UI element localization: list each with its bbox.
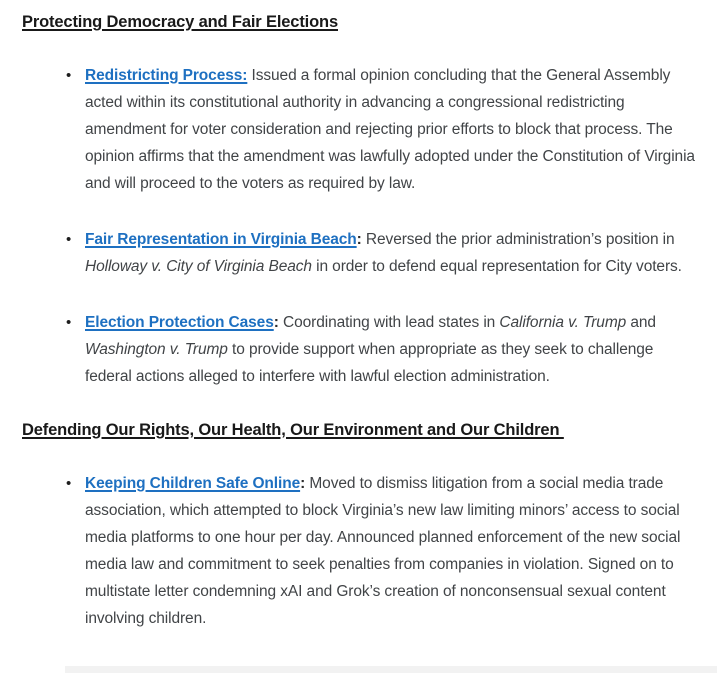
body-text: to provide support when appropriate as they seek to challenge federal actions alleged to interfere with lawful election administration. — [85, 341, 654, 385]
list-item — [85, 62, 702, 197]
body-text: Reversed the prior administration’s position in — [361, 231, 675, 248]
list-item — [85, 309, 702, 390]
body-text: in order to defend equal representation for City voters. — [311, 258, 682, 275]
item-text — [85, 226, 702, 280]
case-name-text: California v. Trump — [499, 314, 627, 331]
item-text — [85, 62, 702, 197]
section-heading: Defending Our Rights, Our Health, Our Environment and Our Children — [22, 421, 564, 439]
list-item — [85, 226, 702, 280]
list-item — [85, 470, 702, 632]
item-text — [85, 309, 702, 390]
item-link-separator: : — [300, 475, 306, 492]
item-text — [85, 470, 702, 632]
bullet-list — [22, 62, 702, 390]
item-link-separator: : — [273, 314, 279, 331]
bottom-strip — [65, 666, 717, 673]
case-name-text: Holloway v. City of Virginia Beach — [85, 258, 312, 275]
bullet-list — [22, 470, 702, 632]
item-link-separator: : — [356, 231, 362, 248]
body-text: Moved to dismiss litigation from a social media trade association, which attempted to block Virginia’s new law limiting minors’ access to social media platforms to one hour per day. Announced planned enforcement of the new social media law and commitment to seek penalties from companies in violation. Signed on to multistate letter condemning xAI and Grok’s creation of nonconsensual sexual content involving children. — [85, 475, 681, 627]
body-text: Coordinating with lead states in — [278, 314, 500, 331]
item-link[interactable]: Election Protection Cases — [85, 314, 274, 331]
section-heading: Protecting Democracy and Fair Elections — [22, 13, 338, 31]
item-link[interactable]: Fair Representation in Virginia Beach — [85, 231, 357, 248]
item-link[interactable]: Redistricting Process: — [85, 67, 248, 84]
item-link[interactable]: Keeping Children Safe Online — [85, 475, 301, 492]
body-text: and — [626, 314, 656, 331]
body-text: Issued a formal opinion concluding that the General Assembly acted within its constitutional authority in advancing a congressional redistricting amendment for voter consideration and rejecting prior efforts to block that process. The opinion affirms that the amendment was lawfully adopted under the Constitution of Virginia and will proceed to the voters as required by law. — [85, 67, 695, 192]
case-name-text: Washington v. Trump — [85, 341, 228, 358]
